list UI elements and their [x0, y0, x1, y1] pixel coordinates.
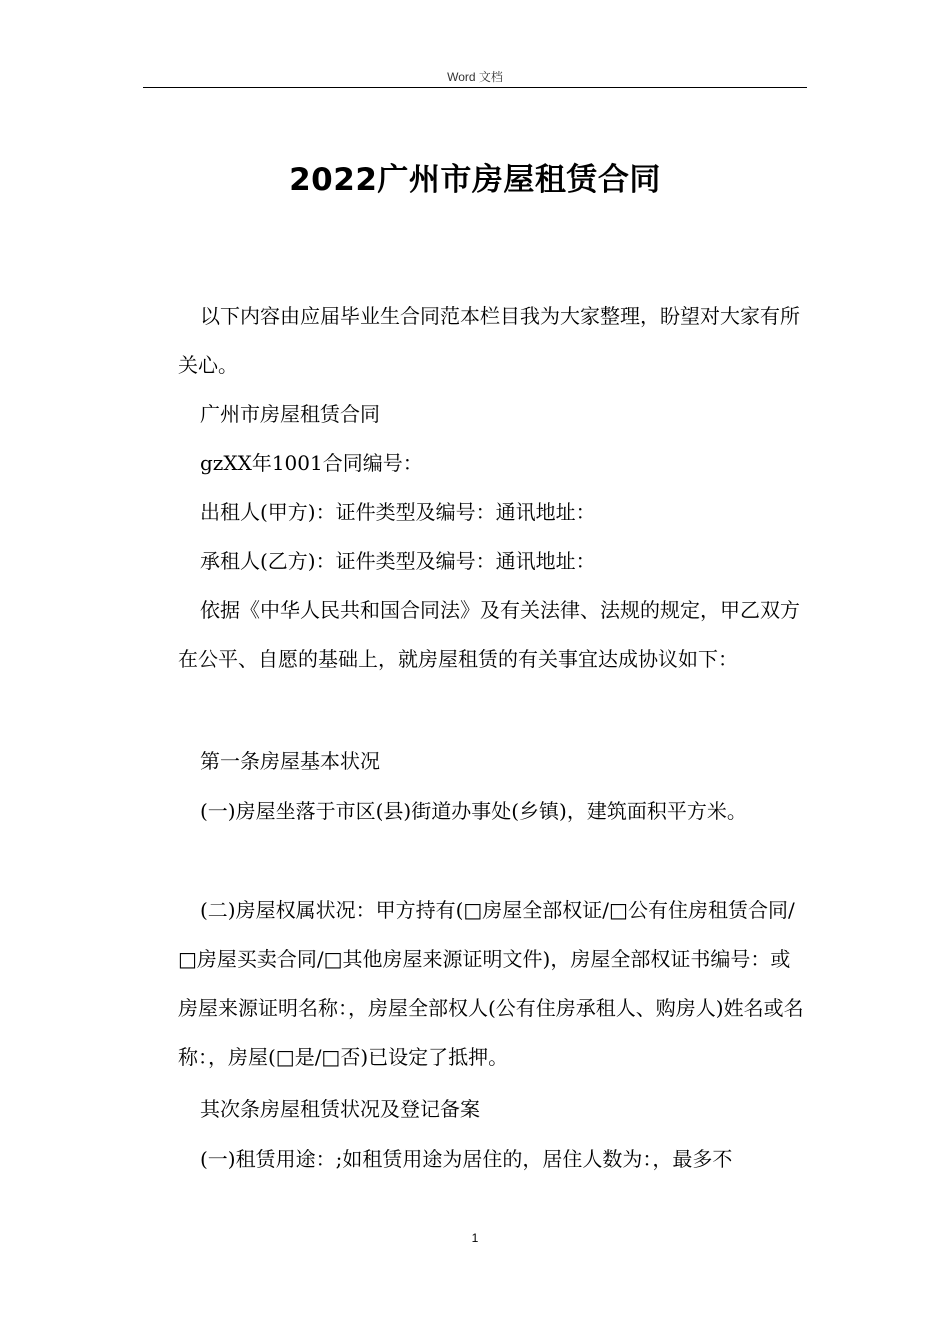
paragraph-lessor: 出租人(甲方)：证件类型及编号：通讯地址： — [200, 500, 596, 524]
paragraph-article-1-item-1: (一)房屋坐落于市区(县)街道办事处(乡镇)，建筑面积平方米。 — [200, 799, 747, 823]
paragraph-contract-name: 广州市房屋租赁合同 — [200, 402, 380, 426]
page-number: 1 — [471, 1231, 479, 1245]
paragraph-legal-basis: 依据《中华人民共和国合同法》及有关法律、法规的规定，甲乙双方在公平、自愿的基础上，就房屋租赁的有关事宜达成协议如下： — [178, 598, 800, 671]
paragraph-lessee: 承租人(乙方)：证件类型及编号：通讯地址： — [200, 549, 596, 573]
paragraph-intro: 以下内容由应届毕业生合同范本栏目我为大家整理，盼望对大家有所关心。 — [178, 304, 800, 377]
header-label: Word 文档 — [447, 70, 503, 84]
paragraph-article-1-item-2: (二)房屋权属状况：甲方持有(□房屋全部权证/□公有住房租赁合同/□房屋买卖合同/□其他房屋来源证明文件)，房屋全部权证书编号：或房屋来源证明名称：，房屋全部权人(公有住房承租人、购房人)姓名或名称：，房屋(□是/□否)已设定了抵押。 — [178, 898, 804, 1069]
paragraph-article-2-heading: 其次条房屋租赁状况及登记备案 — [200, 1097, 480, 1121]
paragraph-article-1-heading: 第一条房屋基本状况 — [200, 749, 380, 773]
header-divider — [143, 87, 807, 88]
document-title: 2022广州市房屋租赁合同 — [289, 162, 661, 198]
paragraph-article-2-item-1: (一)租赁用途：;如租赁用途为居住的，居住人数为：，最多不 — [200, 1147, 733, 1171]
paragraph-contract-number: gzXX年1001合同编号： — [200, 451, 423, 475]
